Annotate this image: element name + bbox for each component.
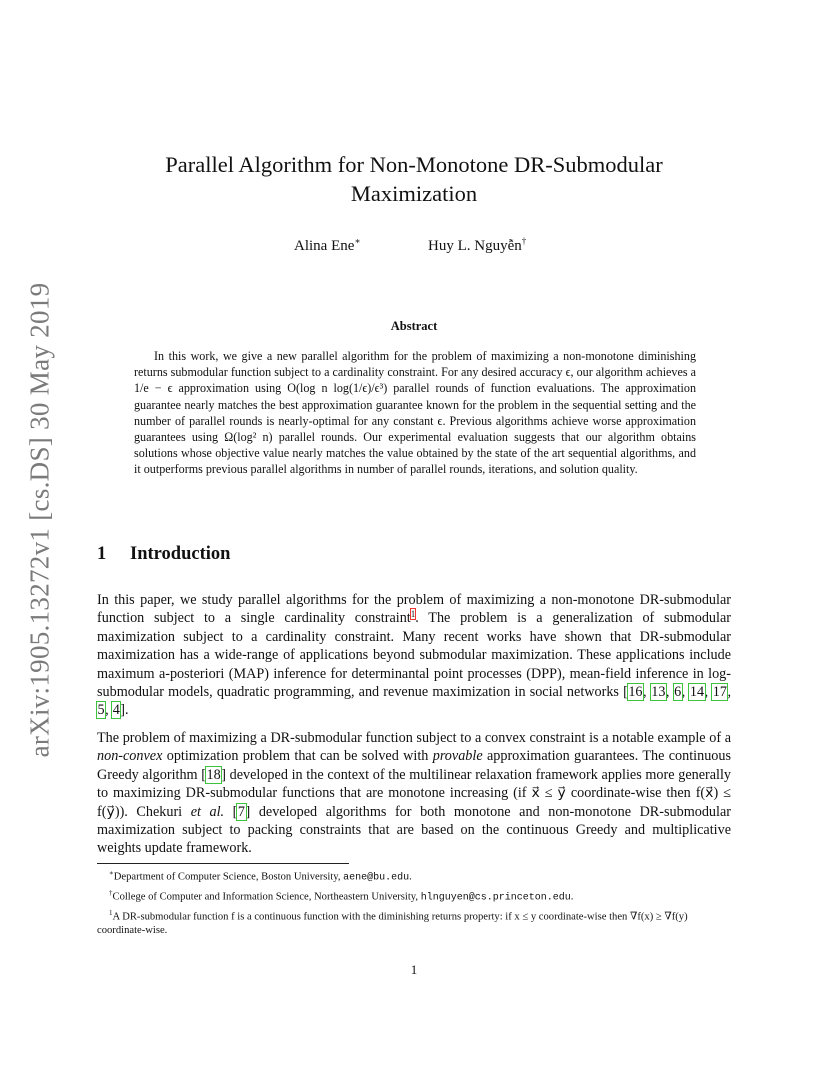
citation-link[interactable]: 14 — [689, 684, 705, 701]
email-link[interactable]: hlnguyen@cs.princeton.edu — [420, 892, 571, 904]
footnote-text: Department of Computer Science, Boston University, — [113, 871, 344, 883]
section-heading — [97, 544, 230, 565]
paragraph-1: In this paper, we study parallel algorithms for the problem of maximizing a non-monotone DR-submodular function subject to a single cardinality constraint$^1$. The problem is a generalization of submodular maximization subject to a cardinality constraint. Many recent works have shown that DR-submodular maximization has a wide-range of applications beyond submodular maximization. These applications include maximum a-posteriori (MAP) inference for determinantal point processes (DPP), mean-field inference in log-submodular models, quadratic programming, and revenue maximization in social networks [16, 13, 6, 14, 17, 5, 4]. — [97, 592, 732, 719]
footnote-definition — [97, 906, 731, 939]
paragraph-text: . The problem is a generalization of submodular maximization subject to a cardinality constraint. Many recent works have shown that DR-submodular maximization has a wide-range of applications beyond submodular maximization. These applications include maximum a-posteriori (MAP) inference for determinantal point processes (DPP), mean-field inference in log-submodular models, quadratic programming, and revenue maximization in social networks [ — [97, 610, 731, 701]
citation-link[interactable]: 4 — [112, 702, 120, 719]
footnote-mark: ∗ — [109, 869, 114, 877]
abstract-heading: Abstract — [390, 319, 438, 333]
section-title: Introduction — [130, 544, 231, 564]
footnote-text: A DR-submodular function f is a continuous function with the diminishing returns property: if x ≤ y coordinate-wise then ∇f(x) ≥ ∇f(y) coordinate-wise. — [97, 911, 688, 937]
footnote-affiliation-1 — [97, 866, 731, 886]
title-line-1: Parallel Algorithm for Non-Monotone DR-Submodular — [165, 152, 663, 177]
footnotes — [97, 866, 731, 939]
footnote-end: . — [570, 891, 574, 903]
arxiv-id: arXiv:1905.13272v1 [cs.DS] 30 May 2019 — [24, 282, 55, 758]
citation-link[interactable]: 17 — [712, 684, 727, 701]
paragraph-text: ] developed in the context of the multilinear relaxation framework applies more generally to maximizing DR-submodular functions that are monotone increasing (if x⃗ ≤ y⃗ coordinate-wise then f(x⃗) ≤ f(y⃗)). Chekuri — [97, 766, 732, 820]
citation-link[interactable]: 5 — [97, 702, 105, 719]
paragraph-text: ] developed algorithms for both monotone and non-monotone DR-submodular maximization subject to packing constraints that are based on the continuous Greedy and multiplicative weights update framework. — [97, 803, 731, 857]
paragraph-text: The problem of maximizing a DR-submodular function subject to a convex constraint is a notable example of a — [97, 730, 731, 746]
paper-title — [120, 150, 708, 208]
paragraph-2 — [97, 729, 731, 858]
section-number: 1 — [97, 544, 107, 564]
paragraph-text: [ — [224, 803, 238, 820]
title-line-2: Maximization — [350, 181, 478, 206]
footnote-mark: 1 — [109, 908, 113, 917]
email-link[interactable]: aene@bu.edu — [343, 872, 410, 884]
abstract-body: In this work, we give a new parallel algorithm for the problem of maximizing a non-monotone diminishing returns submodular function subject to a cardinality constraint. For any desired accuracy ϵ, our algorithm achieves a 1/e − ϵ approximation using O(log n log(1/ϵ)/ϵ³) parallel rounds of function evaluations. The approximation guarantee nearly matches the best approximation guarantee known for the problem in the sequential setting and the number of parallel rounds is nearly-optimal for any constant ϵ. Previous algorithms achieve worse approximation guarantees using Ω(log² n) parallel rounds. Our experimental evaluation suggests that our algorithm obtains solutions whose objective value nearly matches the value obtained by the state of the art sequential algorithms, and it outperforms previous parallel algorithms in number of parallel rounds, iterations, and solution quality. — [134, 349, 696, 477]
citation-link[interactable]: 6 — [674, 684, 682, 701]
emphasis: non-convex — [97, 748, 163, 765]
citation-link[interactable]: 7 — [237, 803, 246, 820]
paragraph-text: In this paper, we study parallel algorithms for the problem of maximizing a non-monotone DR-submodular function subject to a single cardinality constraint — [97, 592, 731, 627]
citation-link[interactable]: 18 — [206, 766, 221, 783]
arxiv-stamp — [24, 280, 55, 760]
footnote-divider — [97, 863, 349, 864]
author-name: Huy L. Nguyễn — [428, 238, 522, 254]
footnote-affiliation-2 — [97, 886, 731, 906]
page-number: 1 — [410, 962, 418, 977]
citation-link[interactable]: 13 — [651, 684, 666, 701]
author-mark: ∗ — [354, 236, 361, 246]
author-1 — [294, 236, 361, 255]
paragraph-text: ]. — [120, 702, 129, 719]
footnote-mark: † — [109, 888, 113, 897]
citation-link[interactable]: 16 — [628, 684, 643, 701]
author-2 — [428, 236, 526, 255]
paragraph-text: optimization problem that can be solved with — [162, 748, 433, 765]
emphasis: provable — [432, 748, 483, 765]
author-mark: † — [521, 236, 527, 246]
footnote-text: College of Computer and Information Science, Northeastern University, — [112, 891, 421, 903]
author-name: Alina Ene — [294, 238, 355, 254]
emphasis: et al. — [190, 803, 225, 820]
paragraph-text: approximation guarantees. The continuous Greedy algorithm [ — [97, 748, 731, 783]
footnote-link[interactable]: 1 — [410, 608, 416, 619]
footnote-end: . — [409, 871, 412, 883]
